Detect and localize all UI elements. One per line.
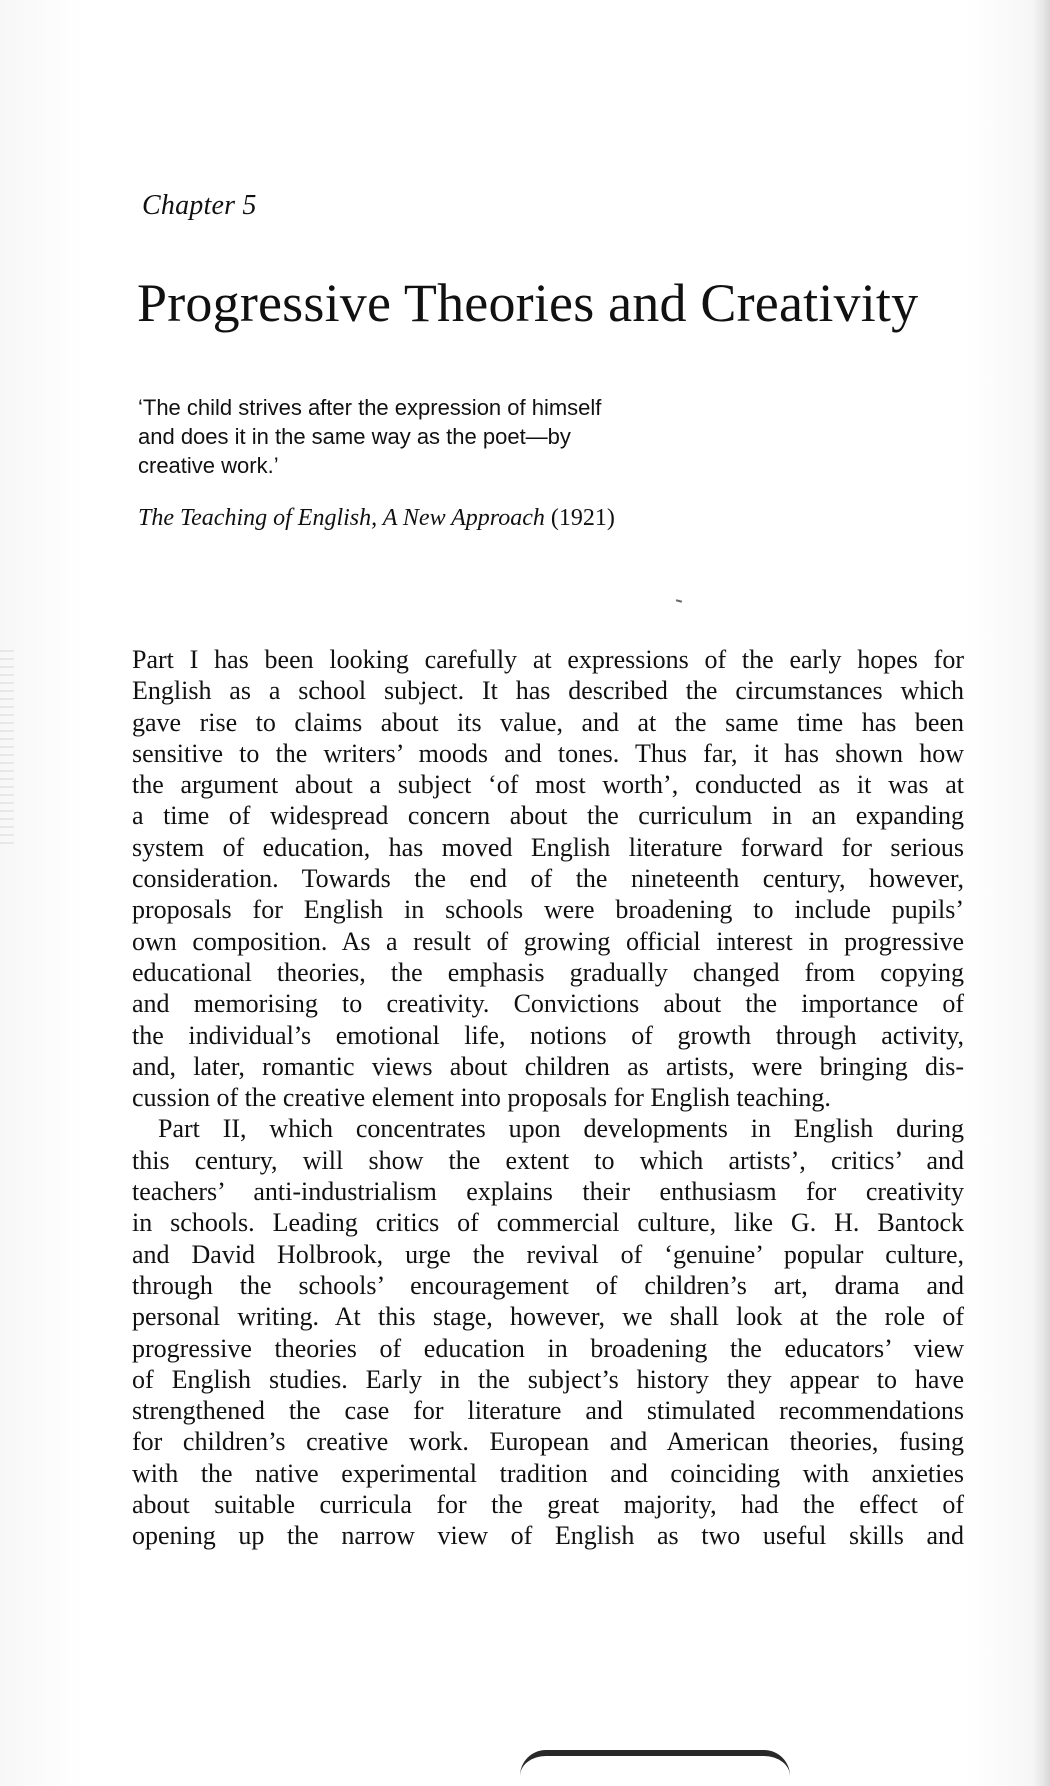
body-line: a time of widespread concern about the curriculum in an expanding: [132, 801, 964, 831]
body-line: this century, will show the extent to which artists’, critics’ and: [132, 1145, 964, 1175]
body-line: educational theories, the emphasis gradually changed from copying: [132, 957, 964, 987]
body-line: the individual’s emotional life, notions of growth through activity,: [132, 1020, 964, 1050]
body-line: personal writing. At this stage, however, we shall look at the role of: [132, 1302, 964, 1332]
epigraph-line: and does it in the same way as the poet—by: [138, 424, 571, 449]
body-line: consideration. Towards the end of the nineteenth century, however,: [132, 864, 964, 894]
body-line: proposals for English in schools were broadening to include pupils’: [132, 895, 964, 925]
epigraph-source-year: (1921): [550, 505, 615, 531]
body-line: for children’s creative work. European and American theories, fusing: [132, 1427, 964, 1457]
epigraph-source: [138, 505, 615, 532]
bottom-curve-mark: [520, 1750, 790, 1776]
body-line: with the native experimental tradition and coinciding with anxieties: [132, 1458, 964, 1488]
body-line: sensitive to the writers’ moods and tones. Thus far, it has shown how: [132, 738, 964, 768]
body-text: [132, 644, 964, 1552]
chapter-label: Chapter 5: [142, 190, 257, 221]
epigraph-source-title: The Teaching of English, A New Approach: [138, 505, 545, 531]
page-edge-speckle: [0, 650, 14, 850]
stray-mark: [676, 599, 682, 602]
body-line: gave rise to claims about its value, and at the same time has been: [132, 707, 964, 737]
body-line: Part I has been looking carefully at expressions of the early hopes for: [132, 645, 964, 674]
body-line: cussion of the creative element into proposals for English teaching.: [132, 1083, 831, 1113]
body-line: through the schools’ encouragement of children’s art, drama and: [132, 1270, 964, 1300]
body-line: Part II, which concentrates upon developments in English during: [158, 1114, 964, 1144]
body-line: English as a school subject. It has described the circumstances which: [132, 676, 964, 706]
body-line: about suitable curricula for the great majority, had the effect of: [132, 1490, 964, 1520]
body-line: own composition. As a result of growing official interest in progressive: [132, 926, 964, 956]
body-line: of English studies. Early in the subject’s history they appear to have: [132, 1364, 964, 1394]
body-line: and memorising to creativity. Convictions about the importance of: [132, 989, 964, 1019]
body-line: in schools. Leading critics of commercial culture, like G. H. Bantock: [132, 1208, 964, 1238]
body-line: and David Holbrook, urge the revival of ‘genuine’ popular culture,: [132, 1239, 964, 1269]
body-line: progressive theories of education in broadening the educators’ view: [132, 1333, 964, 1363]
body-line: and, later, romantic views about children as artists, were bringing dis-: [132, 1051, 964, 1081]
epigraph: [138, 393, 698, 480]
body-line: strengthened the case for literature and stimulated recommendations: [132, 1396, 964, 1426]
body-line: the argument about a subject ‘of most worth’, conducted as it was at: [132, 770, 964, 800]
body-line: teachers’ anti-industrialism explains their enthusiasm for creativity: [132, 1177, 964, 1207]
body-line: system of education, has moved English literature forward for serious: [132, 832, 964, 862]
page-edge-shadow: [1032, 0, 1050, 1786]
epigraph-line: creative work.’: [138, 453, 279, 478]
body-line: opening up the narrow view of English as two useful skills and: [132, 1521, 964, 1551]
epigraph-line: ‘The child strives after the expression of himself: [138, 395, 602, 420]
chapter-title: Progressive Theories and Creativity: [137, 273, 919, 333]
